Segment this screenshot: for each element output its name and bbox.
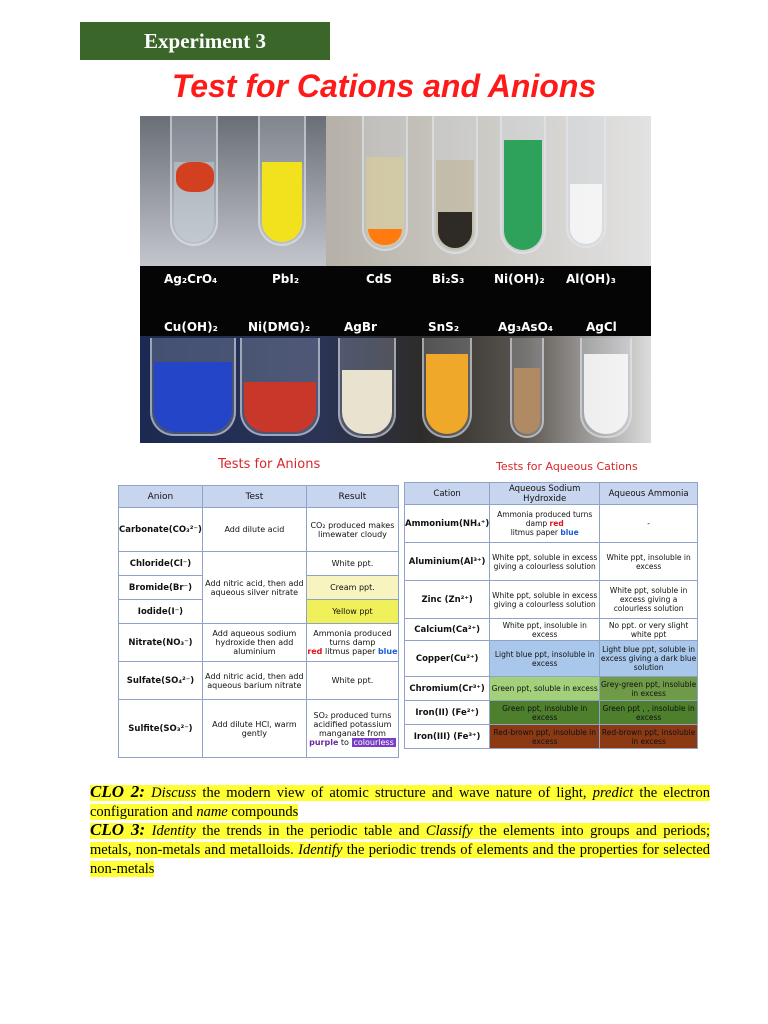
result-cell: Yellow ppt xyxy=(306,600,398,624)
anion-cell: Iodide(I⁻) xyxy=(119,600,203,624)
result-cell: White ppt. xyxy=(306,552,398,576)
clo-text: the modern view of atomic structure and wave nature of light, xyxy=(196,785,593,801)
clo-verb: predict xyxy=(592,785,634,801)
naoh-cell: White ppt, soluble in excess giving a colourless solution xyxy=(490,581,600,619)
clo-text: the periodic trends of elements and the properties for selected non-metals xyxy=(90,842,710,877)
result-cell xyxy=(306,700,398,758)
table-row xyxy=(405,543,698,581)
table-row xyxy=(405,725,698,749)
formula-label: SnS₂ xyxy=(428,320,460,334)
test-cell: Add dilute HCl, warm gently xyxy=(202,700,306,758)
naoh-cell: Red-brown ppt, insoluble in excess xyxy=(490,725,600,749)
column-header: Result xyxy=(306,486,398,508)
test-tube xyxy=(150,338,236,436)
table-header-row xyxy=(119,486,399,508)
ammonia-cell: Red-brown ppt, insoluble in excess xyxy=(600,725,698,749)
result-text: litmus paper xyxy=(324,647,376,656)
formula-label: Ni(DMG)₂ xyxy=(248,320,311,334)
formula-label: CdS xyxy=(366,272,393,286)
formula-label: Ag₃AsO₄ xyxy=(498,320,554,334)
formula-label: Bi₂S₃ xyxy=(432,272,465,286)
cation-cell: Iron(III) (Fe³⁺) xyxy=(405,725,490,749)
formula-label: Ni(OH)₂ xyxy=(494,272,545,286)
clo-text: the trends in the periodic table and xyxy=(195,823,426,839)
anion-table xyxy=(118,485,399,758)
column-header: Anion xyxy=(119,486,203,508)
purple-word: purple xyxy=(309,737,339,747)
blue-word: blue xyxy=(560,528,579,537)
test-tube xyxy=(432,116,478,254)
naoh-cell: Green ppt, soluble in excess xyxy=(490,677,600,701)
formula-label: Ag₂CrO₄ xyxy=(164,272,218,286)
red-word: red xyxy=(549,519,564,528)
cation-cell: Chromium(Cr³⁺) xyxy=(405,677,490,701)
formula-label: PbI₂ xyxy=(272,272,300,286)
column-header: Test xyxy=(202,486,306,508)
experiment-label: Experiment 3 xyxy=(144,28,266,53)
test-cell: Add aqueous sodium hydroxide then add aluminium xyxy=(202,624,306,662)
test-tube xyxy=(422,338,472,438)
formula-label: AgBr xyxy=(344,320,377,334)
naoh-cell xyxy=(490,505,600,543)
table-row xyxy=(405,581,698,619)
table-row xyxy=(119,624,399,662)
clo2-paragraph xyxy=(90,782,710,822)
anion-cell: Bromide(Br⁻) xyxy=(119,576,203,600)
table-row xyxy=(405,701,698,725)
result-text: litmus paper xyxy=(510,528,558,537)
clo3-label: CLO 3: xyxy=(90,820,146,839)
test-tube xyxy=(500,116,546,254)
test-tube xyxy=(362,116,408,251)
cation-table xyxy=(404,482,698,749)
result-text: to xyxy=(340,737,349,747)
ammonia-cell: - xyxy=(600,505,698,543)
cation-cell: Copper(Cu²⁺) xyxy=(405,641,490,677)
colourless-word: colourless xyxy=(353,737,394,747)
cation-cell: Ammonium(NH₄⁺) xyxy=(405,505,490,543)
result-cell: CO₂ produced makes limewater cloudy xyxy=(306,508,398,552)
cation-table-title: Tests for Aqueous Cations xyxy=(496,460,638,473)
column-header: Cation xyxy=(405,483,490,505)
ammonia-cell: White ppt, insoluble in excess xyxy=(600,543,698,581)
clo2-label: CLO 2: xyxy=(90,782,145,801)
naoh-cell: White ppt, soluble in excess giving a colourless solution xyxy=(490,543,600,581)
ammonia-cell: Light blue ppt, soluble in excess giving a dark blue solution xyxy=(600,641,698,677)
test-tube xyxy=(566,116,606,248)
red-word: red xyxy=(307,647,323,656)
cation-cell: Zinc (Zn²⁺) xyxy=(405,581,490,619)
clo-text: the electron configuration and xyxy=(90,785,710,820)
ammonia-cell: No ppt. or very slight white ppt xyxy=(600,619,698,641)
anion-cell: Sulfate(SO₄²⁻) xyxy=(119,662,203,700)
test-tube xyxy=(510,338,544,438)
ammonia-cell: Green ppt , , insoluble in excess xyxy=(600,701,698,725)
table-header-row xyxy=(405,483,698,505)
test-cell: Add nitric acid, then add aqueous silver nitrate xyxy=(202,552,306,624)
test-tube xyxy=(338,338,396,438)
clo-verb: Discuss xyxy=(151,785,197,801)
precipitates-photo xyxy=(140,116,651,443)
result-cell xyxy=(306,624,398,662)
result-text: Ammonia produced turns damp xyxy=(313,629,392,647)
clo-verb: Classify xyxy=(425,823,473,839)
table-row xyxy=(405,677,698,701)
result-text: Ammonia produced turns damp xyxy=(497,510,593,528)
cation-cell: Aluminium(Al³⁺) xyxy=(405,543,490,581)
naoh-cell: White ppt, insoluble in excess xyxy=(490,619,600,641)
blue-word: blue xyxy=(377,647,398,656)
clo-verb: name xyxy=(196,804,228,820)
clo-text: the elements into groups and periods; metals, non-metals and metalloids. xyxy=(90,823,710,858)
result-cell: Cream ppt. xyxy=(306,576,398,600)
table-row xyxy=(119,700,399,758)
test-tube xyxy=(240,338,320,436)
table-row xyxy=(405,641,698,677)
anion-table-title: Tests for Anions xyxy=(218,457,321,472)
clo-verb: Identify xyxy=(298,842,343,858)
anion-cell: Chloride(Cl⁻) xyxy=(119,552,203,576)
table-row xyxy=(119,662,399,700)
experiment-banner xyxy=(80,22,330,60)
naoh-cell: Light blue ppt, insoluble in excess xyxy=(490,641,600,677)
clo-verb: Identity xyxy=(151,823,196,839)
test-tube xyxy=(170,116,218,246)
anion-cell: Sulfite(SO₃²⁻) xyxy=(119,700,203,758)
formula-label: Al(OH)₃ xyxy=(566,272,616,286)
test-tube xyxy=(580,338,632,438)
cation-cell: Calcium(Ca²⁺) xyxy=(405,619,490,641)
anion-cell: Carbonate(CO₃²⁻) xyxy=(119,508,203,552)
column-header: Aqueous Ammonia xyxy=(600,483,698,505)
naoh-cell: Green ppt, insoluble in excess xyxy=(490,701,600,725)
result-text: SO₂ produced turns acidified potassium manganate from xyxy=(313,710,392,738)
page-title: Test for Cations and Anions xyxy=(171,68,597,104)
column-header: Aqueous Sodium Hydroxide xyxy=(490,483,600,505)
test-cell: Add dilute acid xyxy=(202,508,306,552)
table-row xyxy=(405,505,698,543)
ammonia-cell: Grey-green ppt, insoluble in excess xyxy=(600,677,698,701)
table-row xyxy=(119,508,399,552)
clo-text: compounds xyxy=(227,804,299,820)
table-row xyxy=(405,619,698,641)
test-cell: Add nitric acid, then add aqueous barium nitrate xyxy=(202,662,306,700)
test-tube xyxy=(258,116,306,246)
formula-label: AgCl xyxy=(586,320,617,334)
formula-label: Cu(OH)₂ xyxy=(164,320,218,334)
clo3-paragraph xyxy=(90,820,710,879)
ammonia-cell: White ppt, soluble in excess giving a colourless solution xyxy=(600,581,698,619)
result-cell: White ppt. xyxy=(306,662,398,700)
table-row xyxy=(119,552,399,576)
anion-cell: Nitrate(NO₃⁻) xyxy=(119,624,203,662)
cation-cell: Iron(II) (Fe²⁺) xyxy=(405,701,490,725)
